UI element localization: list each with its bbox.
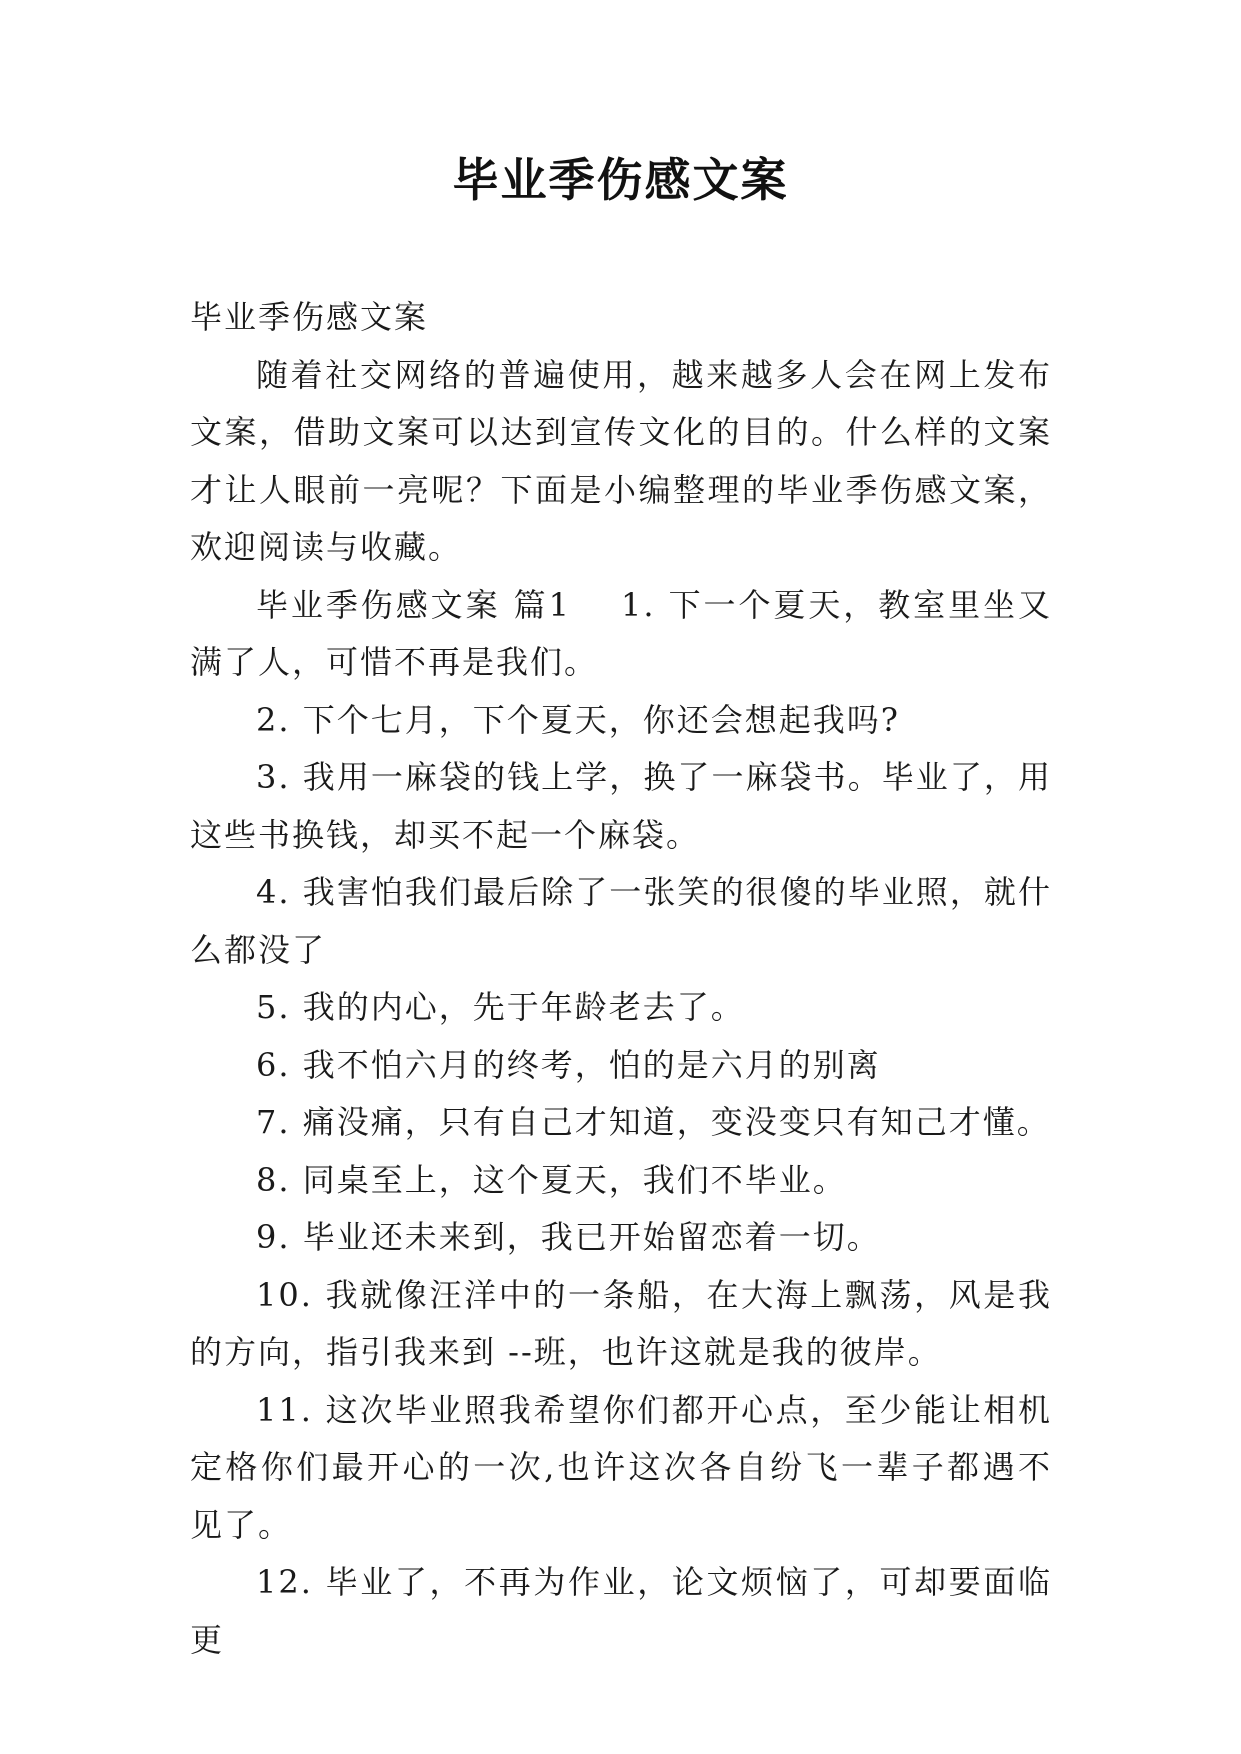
- list-item: 1. 下一个夏天，教室里坐又满了人，可惜不再是我们。: [190, 585, 1052, 681]
- intro-paragraph: 随着社交网络的普遍使用，越来越多人会在网上发布文案，借助文案可以达到宣传文化的目的。什么样的文案才让人眼前一亮呢？下面是小编整理的毕业季伤感文案，欢迎阅读与收藏。: [190, 355, 1052, 566]
- list-item: 5. 我的内心，先于年龄老去了。: [256, 988, 745, 1026]
- list-item: 2. 下个七月，下个夏天，你还会想起我吗?: [256, 700, 900, 739]
- list-item: 11. 这次毕业照我希望你们都开心点，至少能让相机定格你们最开心的一次,也许这次各自纷飞一辈子都遇不见了。: [190, 1390, 1052, 1544]
- list-item: 9. 毕业还未来到，我已开始留恋着一切。: [256, 1218, 881, 1256]
- list-item: 10. 我就像汪洋中的一条船，在大海上飘荡，风是我的方向，指引我来到 --班，也许这就是我的彼岸。: [190, 1275, 1052, 1371]
- list-item: 12. 毕业了，不再为作业，论文烦恼了，可却要面临更: [190, 1563, 1052, 1659]
- list-item: 3. 我用一麻袋的钱上学，换了一麻袋书。毕业了，用这些书换钱，却买不起一个麻袋。: [190, 758, 1052, 854]
- section-first-paragraph: [190, 577, 1052, 692]
- section-heading: 毕业季伤感文案 篇1: [256, 585, 571, 624]
- list-item: 7. 痛没痛，只有自己才知道，变没变只有知己才懂。: [256, 1103, 1051, 1141]
- list-item: 4. 我害怕我们最后除了一张笑的很傻的毕业照，就什么都没了: [190, 873, 1052, 969]
- list-item: 8. 同桌至上，这个夏天，我们不毕业。: [256, 1160, 847, 1199]
- document-subtitle: 毕业季伤感文案: [190, 298, 429, 336]
- list-item: 6. 我不怕六月的终考，怕的是六月的别离: [256, 1045, 881, 1084]
- document-title: 毕业季伤感文案: [452, 153, 789, 207]
- document-body: [190, 289, 1052, 1669]
